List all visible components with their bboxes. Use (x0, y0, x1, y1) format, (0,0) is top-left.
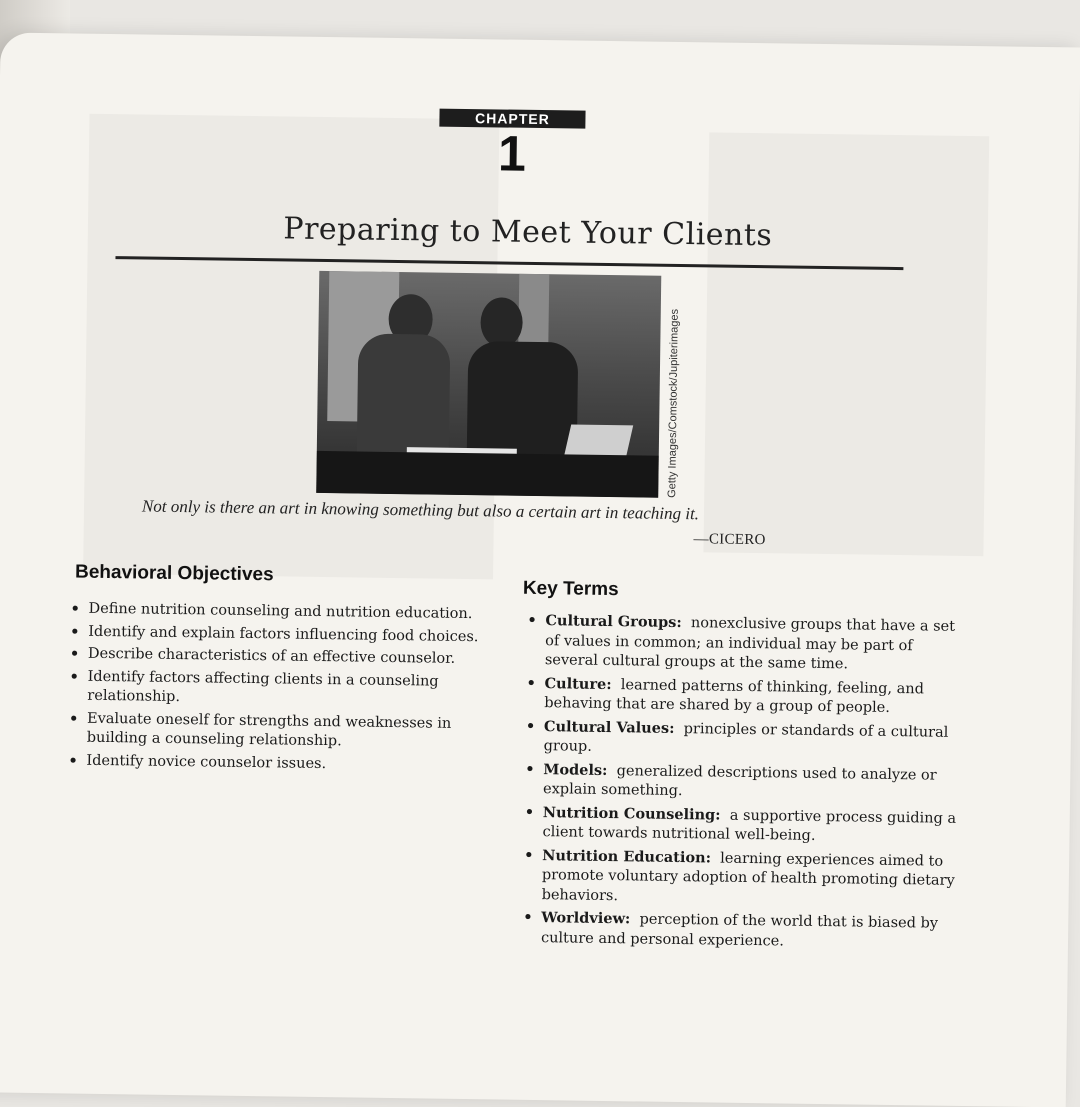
bullet-icon: • (69, 645, 80, 663)
bullet-icon: • (70, 622, 80, 641)
bullet-icon: • (68, 751, 78, 770)
key-term-definition: perception of the world that is biased by culture and personal experience. (540, 911, 939, 949)
chapter-number: 1 (497, 125, 527, 182)
behavioral-objectives-heading: Behavioral Objectives (74, 561, 274, 586)
photo-person-man (467, 341, 579, 463)
key-term-definition: nonexclusive groups that have a set of values in common; an individual may be part of several cultural groups at the same time. (544, 615, 956, 673)
objective-text: Evaluate oneself for strengths and weaknesses in building a counseling relationship. (86, 710, 452, 750)
list-item (524, 716, 970, 762)
list-item (67, 709, 498, 754)
objective-text: Identify factors affecting clients in a counseling relationship. (87, 668, 439, 706)
key-term-definition: learning experiences aimed to promote voluntary adoption of health promoting dietary behaviors. (541, 850, 955, 904)
chapter-label: CHAPTER (439, 109, 585, 129)
list-item (522, 802, 968, 848)
key-term: Models: (543, 760, 608, 779)
bullet-icon: • (68, 709, 79, 728)
list-item (521, 845, 967, 911)
chapter-title: Preparing to Meet Your Clients (283, 211, 773, 254)
list-item (521, 908, 967, 954)
epigraph-quote: Not only is there an art in knowing something but also a certain art in teaching it. (141, 496, 700, 524)
list-item (66, 751, 496, 777)
key-term-definition: learned patterns of thinking, feeling, and behaving that are shared by a group of people. (544, 676, 925, 716)
list-item (525, 611, 971, 677)
objective-text: Identify novice counselor issues. (86, 752, 327, 772)
list-item (68, 599, 498, 625)
epigraph-author: —CICERO (693, 531, 766, 549)
bullet-icon: • (524, 846, 534, 864)
bullet-icon: • (524, 803, 535, 821)
bullet-icon: • (525, 717, 536, 735)
list-item (67, 667, 498, 712)
key-term: Cultural Groups: (545, 612, 682, 632)
photo-person-woman (357, 333, 451, 464)
book-page (0, 32, 1080, 1107)
objective-text: Identify and explain factors influencing food choices. (88, 623, 479, 645)
photo-credit: Getty Images/Comstock/Jupiterimages (666, 308, 681, 498)
photo-desk (316, 451, 659, 498)
list-item (68, 644, 498, 670)
bullet-icon: • (523, 908, 533, 926)
bullet-icon: • (526, 674, 536, 692)
objective-text: Define nutrition counseling and nutrition education. (88, 600, 473, 623)
key-term: Culture: (544, 674, 612, 693)
objective-text: Describe characteristics of an effective counselor. (87, 645, 456, 667)
behavioral-objectives-list (66, 599, 498, 779)
list-item (523, 759, 969, 805)
key-terms-list (521, 611, 971, 957)
bullet-icon: • (527, 611, 537, 630)
key-term-definition: generalized descriptions used to analyze or explain something. (542, 762, 937, 800)
key-term: Nutrition Education: (542, 846, 712, 866)
key-term: Cultural Values: (543, 717, 675, 737)
show-through-right (703, 132, 989, 556)
chapter-photo (316, 271, 661, 498)
key-term-definition: a supportive process guiding a client towards nutritional well-being. (542, 807, 957, 844)
list-item (524, 673, 970, 719)
bullet-icon: • (70, 600, 80, 618)
photo-person-man-head (480, 297, 523, 348)
key-term-definition: principles or standards of a cultural group. (543, 720, 949, 755)
key-terms-heading: Key Terms (522, 577, 619, 601)
key-term: Nutrition Counseling: (542, 803, 721, 824)
bullet-icon: • (69, 667, 80, 686)
bullet-icon: • (525, 760, 535, 778)
list-item (68, 622, 498, 648)
key-term: Worldview: (541, 909, 631, 928)
